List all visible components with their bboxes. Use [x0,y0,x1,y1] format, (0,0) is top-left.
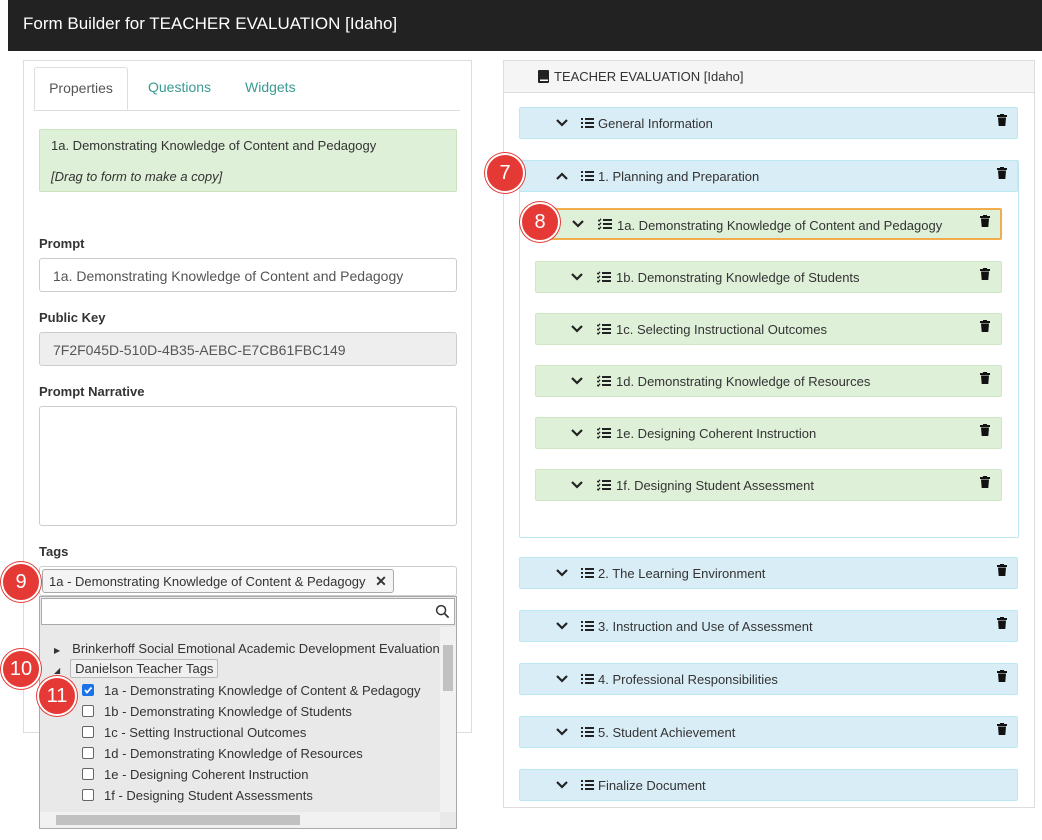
tag-chip [42,569,394,593]
annotation-marker-9: 9 [1,562,41,602]
chevron-down-icon[interactable] [556,569,568,577]
collapse-triangle-icon[interactable]: ◢ [54,666,61,675]
subsection-label: 1d. Demonstrating Knowledge of Resources [616,374,871,389]
chevron-up-icon[interactable] [556,172,568,180]
chevron-down-icon[interactable] [556,781,568,789]
trash-icon[interactable] [997,617,1007,629]
trash-icon[interactable] [980,215,990,227]
annotation-marker-10: 10 [1,649,41,689]
checklist-icon [598,218,612,230]
annotation-marker-11: 11 [37,676,77,716]
trash-icon[interactable] [980,476,990,488]
trash-icon[interactable] [997,564,1007,576]
subsection-label: 1f. Designing Student Assessment [616,478,815,493]
vertical-scrollbar[interactable] [440,627,456,812]
info-hint: [Drag to form to make a copy] [51,169,223,184]
prompt-label: Prompt [39,236,85,251]
tag-checkbox[interactable] [82,684,94,696]
chevron-down-icon[interactable] [556,675,568,683]
tree-group-label: Danielson Teacher Tags [70,659,218,678]
section-student-achievement[interactable] [519,716,1018,748]
subsection-1c[interactable] [535,313,1002,345]
tab-questions[interactable]: Questions [148,79,212,95]
checklist-icon [597,479,611,491]
tags-dropdown [39,596,457,829]
chevron-down-icon[interactable] [556,119,568,127]
tag-option[interactable] [82,683,421,698]
prompt-value: 1a. Demonstrating Knowledge of Content and Pedagogy [53,268,404,284]
app-title: Form Builder for TEACHER EVALUATION [Idaho] [23,14,398,33]
tree-group-danielson[interactable] [54,661,218,676]
chevron-down-icon[interactable] [572,220,584,228]
tag-option[interactable] [82,788,313,803]
tag-checkbox[interactable] [82,726,94,738]
annotation-marker-8: 8 [520,202,560,242]
list-icon [581,726,594,738]
subsection-1e[interactable] [535,417,1002,449]
trash-icon[interactable] [997,723,1007,735]
trash-icon[interactable] [997,167,1007,179]
tag-option-label: 1b - Demonstrating Knowledge of Students [104,704,352,719]
checkmark-icon [83,685,93,695]
prompt-narrative-label: Prompt Narrative [39,384,145,399]
tag-option-label: 1c - Setting Instructional Outcomes [104,725,307,740]
section-label: 5. Student Achievement [598,725,736,740]
checklist-icon [597,323,611,335]
annotation-marker-7: 7 [485,153,525,193]
tag-checkbox[interactable] [82,747,94,759]
tag-option-label: 1f - Designing Student Assessments [104,788,313,803]
info-title: 1a. Demonstrating Knowledge of Content and Pedagogy [51,138,377,153]
section-label: 3. Instruction and Use of Assessment [598,619,813,634]
subsection-1a[interactable] [535,208,1002,240]
section-label: 1. Planning and Preparation [598,169,760,184]
section-label: General Information [598,116,713,131]
public-key-value: 7F2F045D-510D-4B35-AEBC-E7CB61FBC149 [53,342,346,358]
tabs-divider [34,110,460,111]
horizontal-scroll-thumb[interactable] [56,815,300,825]
public-key-field [39,332,457,366]
tree-group-label: Brinkerhoff Social Emotional Academic Development Evaluation [72,641,440,656]
tag-search-input[interactable] [41,598,455,625]
list-icon [581,620,594,632]
trash-icon[interactable] [980,320,990,332]
tab-widgets[interactable]: Widgets [245,79,296,95]
tag-option[interactable] [82,704,352,719]
chevron-down-icon[interactable] [571,481,583,489]
tag-option[interactable] [82,767,309,782]
trash-icon[interactable] [980,268,990,280]
tags-input[interactable] [39,566,457,596]
tag-option-label: 1a - Demonstrating Knowledge of Content & Pedagogy [104,683,421,698]
subsection-label: 1c. Selecting Instructional Outcomes [616,322,827,337]
form-canvas-header [504,61,1034,93]
section-professional-responsibilities[interactable] [519,663,1018,695]
prompt-narrative-textarea[interactable] [39,406,457,526]
section-label: 2. The Learning Environment [598,566,766,581]
chevron-down-icon[interactable] [571,325,583,333]
list-icon [581,117,594,129]
tag-option[interactable] [82,746,363,761]
list-icon [581,170,594,182]
section-planning-and-preparation[interactable] [519,160,1018,192]
checklist-icon [597,375,611,387]
section-learning-environment[interactable] [519,557,1018,589]
chevron-down-icon[interactable] [571,273,583,281]
list-icon [581,673,594,685]
vertical-scroll-thumb[interactable] [443,645,453,691]
subsection-label: 1b. Demonstrating Knowledge of Students [616,270,860,285]
tab-properties[interactable]: Properties [34,67,128,110]
chevron-down-icon[interactable] [556,728,568,736]
subsection-1b[interactable] [535,261,1002,293]
tags-label: Tags [39,544,69,559]
trash-icon[interactable] [980,424,990,436]
tag-option[interactable] [82,725,306,740]
trash-icon[interactable] [997,670,1007,682]
tag-checkbox[interactable] [82,768,94,780]
tag-checkbox[interactable] [82,705,94,717]
list-icon [581,567,594,579]
prompt-input[interactable] [39,258,457,292]
trash-icon[interactable] [997,114,1007,126]
search-icon [435,604,450,619]
checklist-icon [597,271,611,283]
tag-chip-label: 1a - Demonstrating Knowledge of Content & Pedagogy [49,574,366,589]
trash-icon[interactable] [980,372,990,384]
section-label: 4. Professional Responsibilities [598,672,778,687]
expand-triangle-icon[interactable]: ▶ [54,646,61,655]
tag-option-label: 1d - Demonstrating Knowledge of Resources [104,746,363,761]
tag-checkbox[interactable] [82,789,94,801]
app-header [8,0,1042,51]
tag-option-label: 1e - Designing Coherent Instruction [104,767,309,782]
subsection-1d[interactable] [535,365,1002,397]
subsection-label: 1a. Demonstrating Knowledge of Content and Pedagogy [617,218,943,233]
section-finalize-document[interactable] [519,769,1018,801]
section-instruction-assessment[interactable] [519,610,1018,642]
horizontal-scrollbar[interactable] [40,812,440,828]
chevron-down-icon[interactable] [571,429,583,437]
remove-tag-icon[interactable]: ✕ [375,573,387,589]
public-key-label: Public Key [39,310,106,325]
draggable-item-info[interactable] [39,129,457,192]
subsection-1f[interactable] [535,469,1002,501]
book-icon [538,70,549,83]
section-label: Finalize Document [598,778,706,793]
subsection-label: 1e. Designing Coherent Instruction [616,426,817,441]
form-title: TEACHER EVALUATION [Idaho] [554,69,744,84]
list-icon [581,779,594,791]
section-general-information[interactable] [519,107,1018,139]
chevron-down-icon[interactable] [571,377,583,385]
tree-group-brinkerhoff[interactable] [54,641,440,656]
chevron-down-icon[interactable] [556,622,568,630]
checklist-icon [597,427,611,439]
